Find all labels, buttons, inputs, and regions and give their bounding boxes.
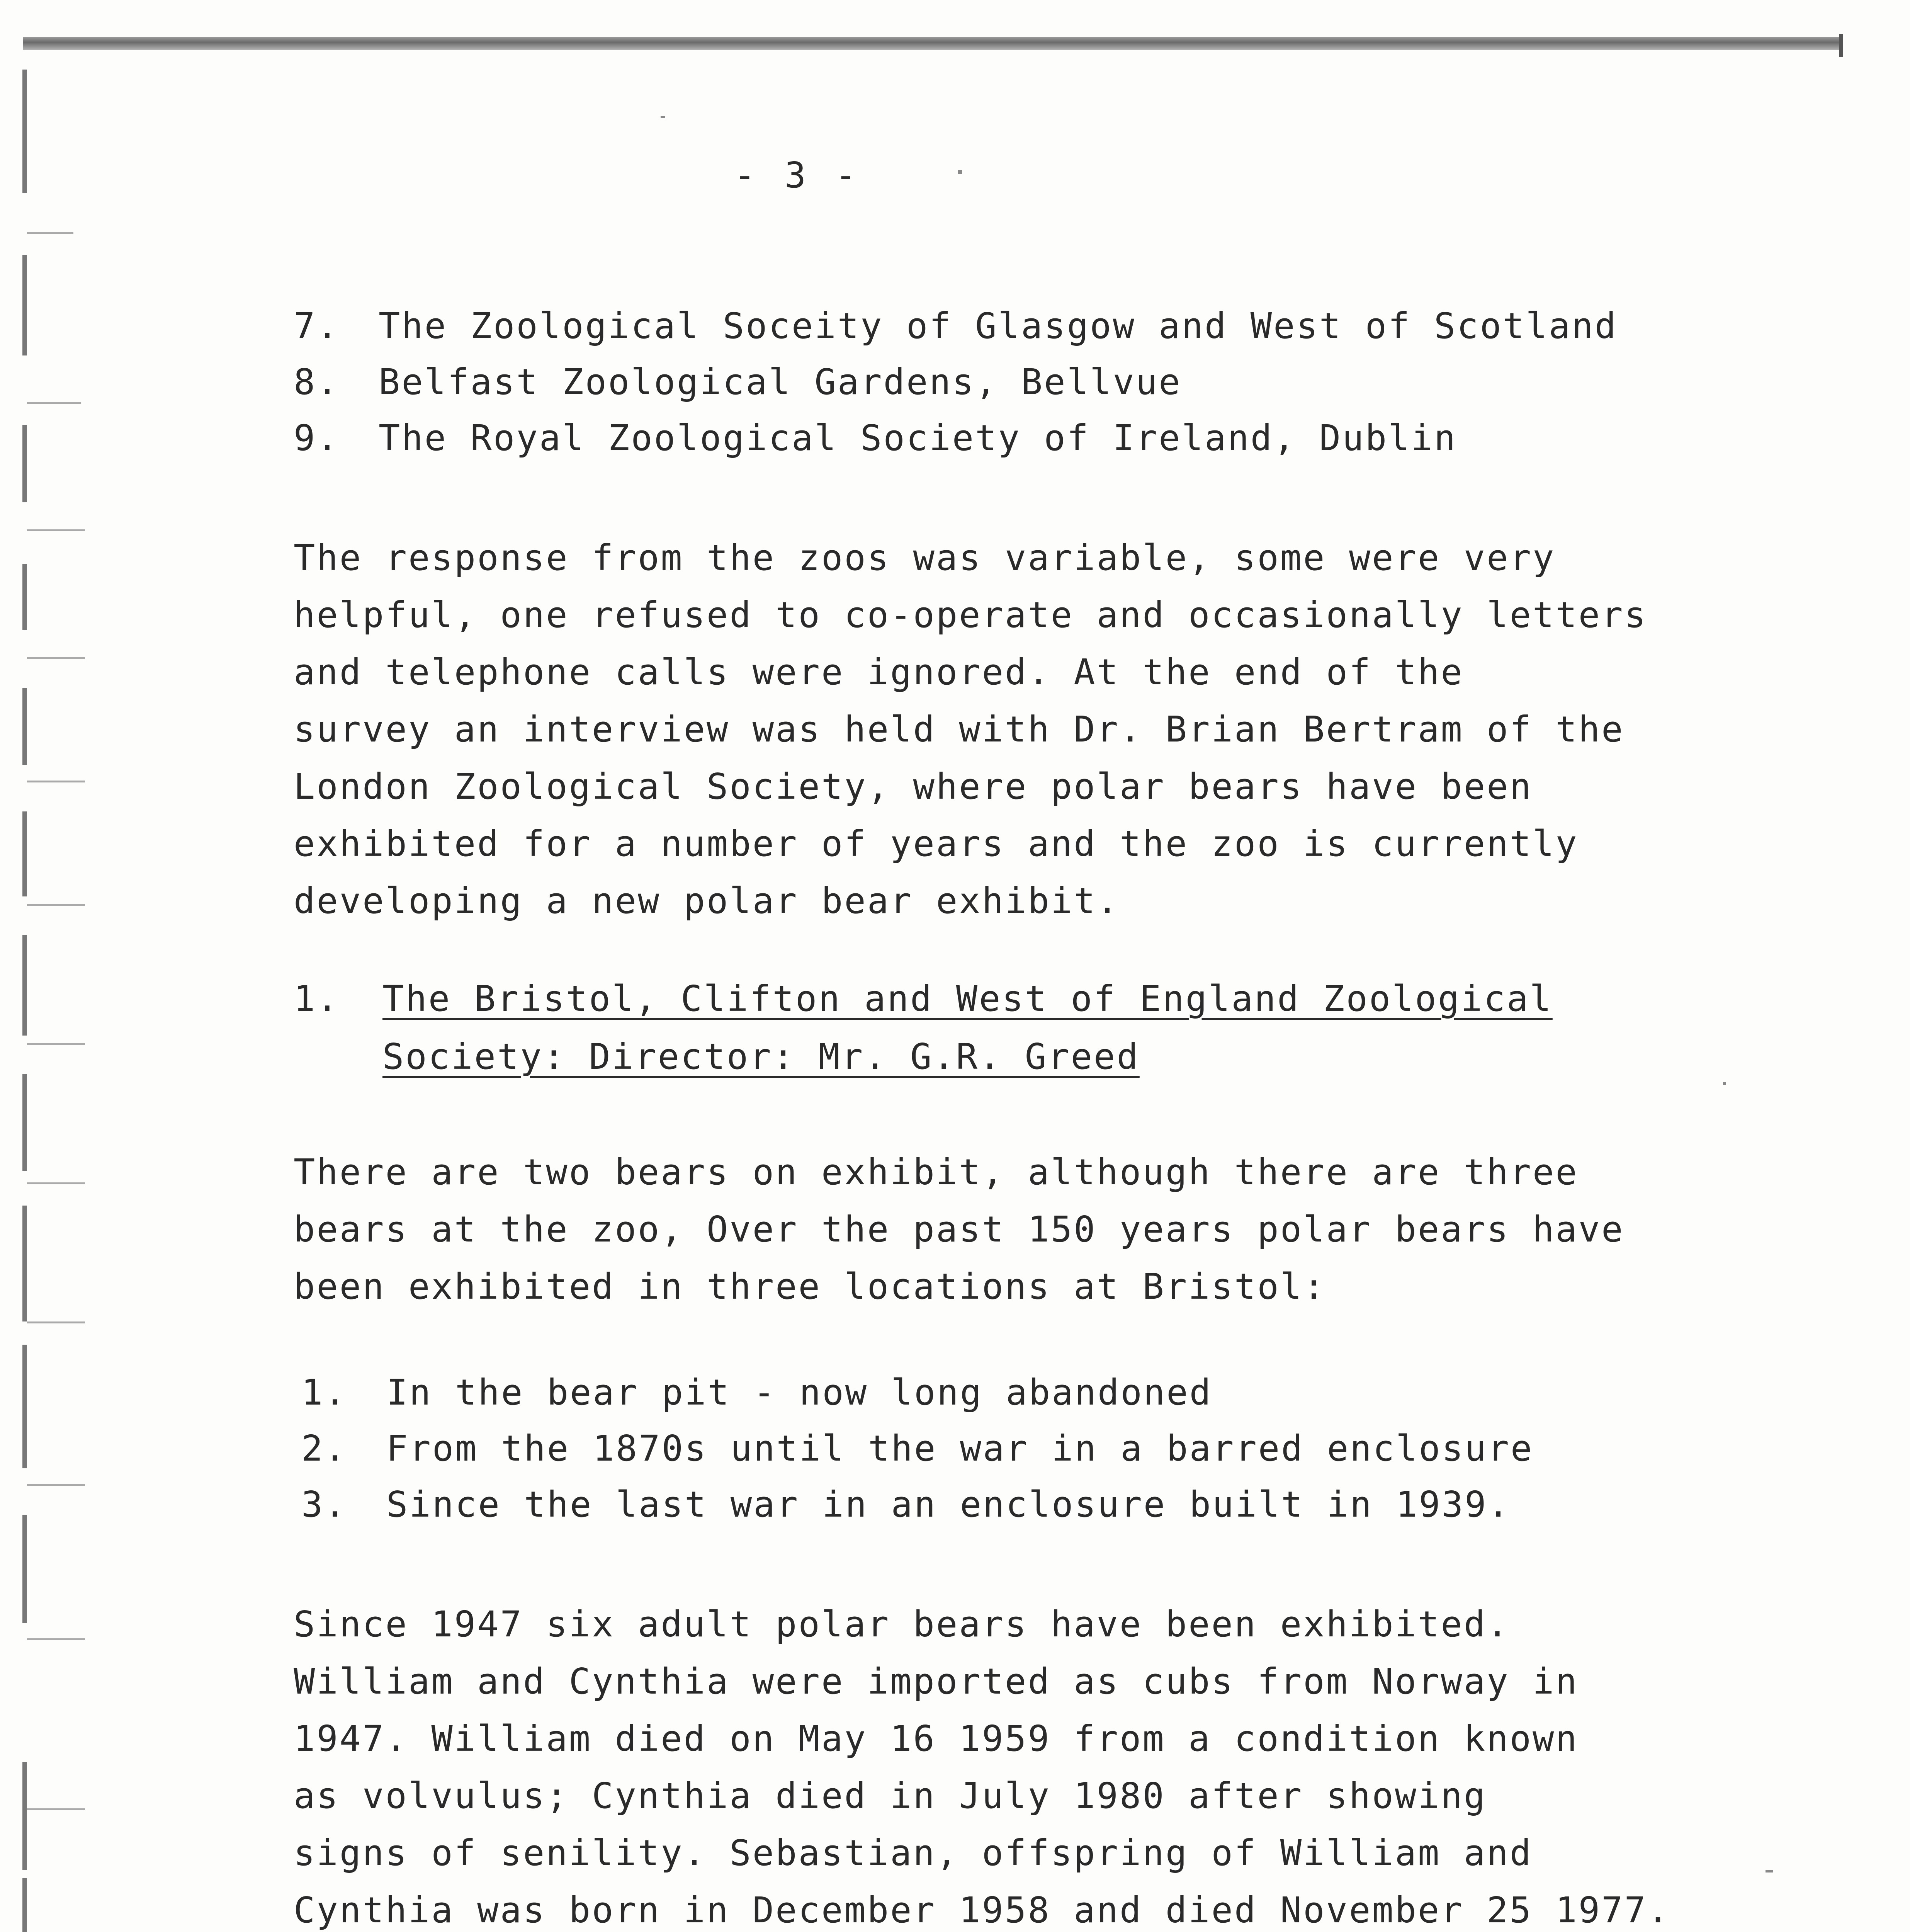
binding-mark (22, 1515, 27, 1623)
binding-tick (27, 781, 85, 782)
scan-speck (958, 170, 962, 174)
list-number: 7. (294, 305, 340, 347)
binding-tick (27, 904, 85, 906)
binding-mark (22, 255, 27, 355)
binding-mark (22, 811, 27, 896)
binding-tick (27, 232, 73, 234)
binding-mark (22, 688, 27, 765)
location-list-item (301, 1484, 1511, 1525)
section-number: 1. (294, 978, 340, 1019)
binding-tick (27, 657, 85, 659)
scan-speck (661, 116, 665, 118)
zoo-list-item (294, 417, 1457, 459)
binding-mark (22, 935, 27, 1036)
zoo-list-item (294, 361, 1182, 403)
binding-tick (27, 1638, 85, 1640)
binding-mark (22, 564, 27, 630)
history-paragraph: Since 1947 six adult polar bears have been exhibited. William and Cynthia were imported as cubs from Norway in 1947. William died on May 16 1959 from a condition known as volvulus; Cynthia died in July 1980 after showing signs of senility. Sebastian, offspring of William and Cynthia was born in December 1958 and died November 25 1977. (294, 1604, 1670, 1931)
binding-mark (22, 1762, 27, 1870)
list-number: 8. (294, 361, 340, 403)
binding-mark (22, 1345, 27, 1468)
list-text: From the 1870s until the war in a barred enclosure (386, 1428, 1534, 1469)
binding-tick (27, 529, 85, 531)
binding-mark (22, 70, 27, 193)
binding-mark (22, 1206, 27, 1321)
location-list-item (301, 1428, 1533, 1469)
binding-mark (22, 425, 27, 502)
binding-mark (22, 1074, 27, 1171)
top-scan-rule-end (1839, 34, 1843, 57)
binding-tick (27, 1484, 85, 1486)
binding-tick (27, 402, 81, 404)
list-number: 9. (294, 417, 340, 459)
list-text: Since the last war in an enclosure built in 1939. (386, 1484, 1511, 1525)
section-title-line2: Society: Director: Mr. G.R. Greed (382, 1036, 1140, 1077)
section-title-line1: The Bristol, Clifton and West of England Zoological (382, 978, 1553, 1019)
list-text: Belfast Zoological Gardens, Bellvue (379, 361, 1182, 403)
binding-tick (27, 1808, 85, 1810)
left-binding-edge (22, 54, 107, 1932)
list-text: The Royal Zoological Society of Ireland, Dublin (379, 417, 1457, 459)
list-number: 2. (301, 1428, 347, 1469)
response-paragraph: The response from the zoos was variable, some were very helpful, one refused to co-operate and occasionally letters and telephone calls were ignored. At the end of the survey an interview was held with Dr. Brian Bertram of the London Zoological Society, where polar bears have been exhibited for a number of years and the zoo is currently developing a new polar bear exhibit. (294, 537, 1647, 922)
binding-tick (27, 1321, 85, 1323)
section-intro-paragraph: There are two bears on exhibit, although there are three bears at the zoo, Over the past 150 years polar bears have been exhibited in three locations at Bristol: (294, 1151, 1625, 1307)
binding-tick (27, 1043, 85, 1045)
list-number: 3. (301, 1484, 347, 1525)
binding-tick (27, 1182, 85, 1184)
scan-speck (1723, 1082, 1726, 1085)
list-text: In the bear pit - now long abandoned (386, 1372, 1212, 1413)
zoo-list-item (294, 305, 1618, 347)
page-number: - 3 - (734, 155, 860, 196)
top-scan-rule (23, 37, 1839, 50)
binding-mark (22, 1878, 27, 1932)
list-number: 1. (301, 1372, 347, 1413)
location-list-item (301, 1372, 1212, 1413)
list-text: The Zoological Soceity of Glasgow and West of Scotland (379, 305, 1618, 347)
scan-speck (1766, 1870, 1773, 1872)
